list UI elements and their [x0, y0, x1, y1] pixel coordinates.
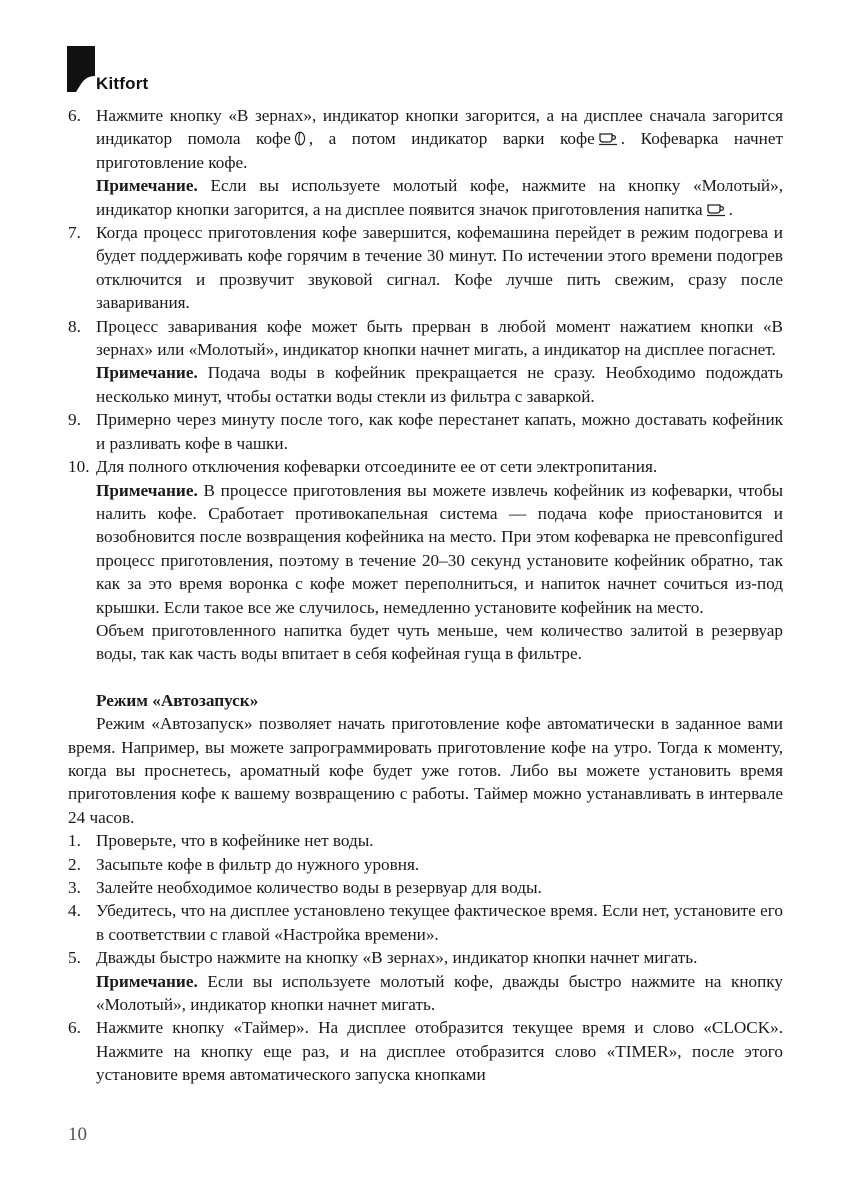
step-item [68, 853, 783, 876]
step-number: 1. [68, 831, 81, 851]
step-text: Для полного отключения кофеварки отсоедините ее от сети электропитания. [96, 457, 658, 477]
step-text: Примерно через минуту после того, как кофе перестанет капать, можно доставать кофейник и разливать кофе в чашки. [96, 410, 783, 453]
step-text: Залейте необходимое количество воды в резервуар для воды. [96, 878, 542, 897]
step-text: Проверьте, что в кофейнике нет воды. [96, 831, 374, 851]
step-number: 6. [68, 106, 81, 125]
page-number: 10 [68, 1124, 87, 1145]
step-number: 2. [68, 854, 81, 874]
brew-cup-icon [598, 132, 618, 146]
step-item [68, 104, 783, 221]
section-intro: Режим «Автозапуск» позволяет начать приготовление кофе автоматически в заданное вами время. Например, вы можете запрограммировать приготовление кофе на утро. Тогда к моменту, когда вы проснетесь, ароматный кофе будет уже готов. Либо вы можете установить время приготовления кофе к вашему возвращению с работы. Таймер можно устанавливать в интервале 24 часов. [68, 714, 783, 827]
step-text: Убедитесь, что на дисплее установлено текущее фактическое время. Если нет, установите его в соответствии с главой «Настройка времени». [96, 901, 783, 944]
step-item [68, 899, 783, 946]
step-item [68, 829, 783, 852]
step-item [68, 408, 783, 455]
manual-text [68, 104, 783, 1087]
step-text: Процесс заваривания кофе может быть прерван в любой момент нажатием кнопки «В зернах» или «Молотый», индикатор кнопки начнет мигать, а индикатор на дисплее погаснет. [96, 316, 783, 360]
grind-icon [294, 131, 306, 146]
note-paragraph: Примечание. В процессе приготовления вы можете извлечь кофейник из кофеварки, чтобы налить кофе. Сработает противокапельная система — подача кофе приостановится и возобновится после возвращения кофейника на место. При этом кофеварка не превconfigured процесс приготовления, поэтому в течение 20–30 секунд установите кофейник обратно, так как за это время воронка с кофе может переполниться, и напиток начнет сочиться из-под крышки. Если такое все же случилось, немедленно установите кофейник на место. [96, 480, 783, 617]
note-paragraph: Примечание. Если вы используете молотый кофе, нажмите на кнопку «Молотый», индикатор кнопки загорится, а на дисплее появится значок приготовления напитка . [96, 176, 783, 219]
note-label: Примечание. [96, 971, 198, 991]
step-item [68, 315, 783, 409]
step-number: 3. [68, 878, 81, 897]
brew-cup-icon [706, 203, 726, 217]
step-number: 7. [68, 223, 81, 243]
kitfort-logo-icon [67, 46, 95, 92]
brand-name: Kitfort [96, 74, 149, 93]
step-number: 4. [68, 901, 81, 921]
section-heading: Режим «Автозапуск» [96, 690, 259, 710]
step-item [68, 1016, 783, 1086]
step-number: 8. [68, 316, 81, 336]
step-item [68, 946, 783, 1016]
step-text: Засыпьте кофе в фильтр до нужного уровня. [96, 854, 420, 874]
step-number: 9. [68, 410, 81, 430]
step-text: Нажмите кнопку «В зернах», индикатор кнопки загорится, а на дисплее сначала загорится индикатор помола кофе , а потом индикатор варки кофе . Кофеварка начнет приготовление кофе. [96, 106, 783, 172]
note-label: Примечание. [96, 363, 198, 383]
step-text: Нажмите кнопку «Таймер». На дисплее отобразится текущее время и слово «CLOCK». Нажмите на кнопку еще раз, и на дисплее отобразится слово «TIMER», после этого установите время автоматического запуска кнопками [96, 1018, 783, 1085]
step-text: Когда процесс приготовления кофе завершится, кофемашина перейдет в режим подогрева и будет поддерживать кофе горячим в течение 30 минут. По истечении этого времени подогрев отключится и прозвучит звуковой сигнал. Кофе лучше пить свежим, сразу после заваривания. [96, 223, 783, 313]
note-label: Примечание. [96, 176, 198, 196]
step-item [68, 455, 783, 666]
note-paragraph: Примечание. Если вы используете молотый кофе, дважды быстро нажмите на кнопку «Молотый», индикатор кнопки начнет мигать. [96, 971, 784, 1015]
step-extra-text: Объем приготовленного напитка будет чуть меньше, чем количество залитой в резервуар воды, так как часть воды впитает в себя кофейная гуща в фильтре. [96, 620, 783, 664]
step-text: Дважды быстро нажмите на кнопку «В зернах», индикатор кнопки начнет мигать. [96, 948, 698, 968]
note-label: Примечание. [96, 480, 198, 500]
step-number: 5. [68, 948, 81, 968]
note-paragraph: Примечание. Подача воды в кофейник прекращается не сразу. Необходимо подождать несколько минут, чтобы остатки воды стекли из фильтра с заваркой. [96, 363, 783, 406]
step-number: 10. [68, 457, 90, 477]
step-item [68, 221, 783, 315]
step-number: 6. [68, 1018, 81, 1038]
step-item [68, 876, 783, 899]
